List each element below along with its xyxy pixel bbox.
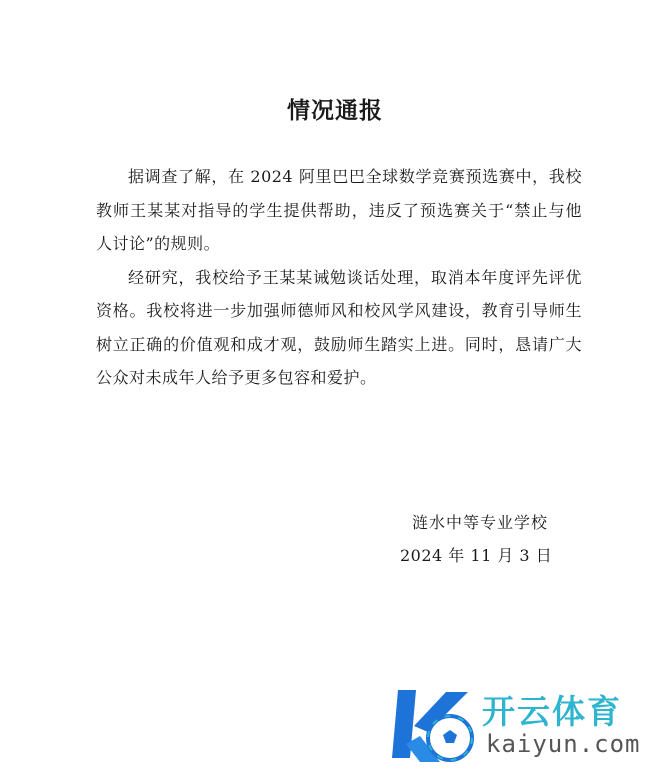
notice-body	[96, 160, 582, 395]
watermark-domain: kaiyun.com	[486, 730, 641, 758]
paragraph-investigation: 据调查了解，在 2024 阿里巴巴全球数学竞赛预选赛中，我校教师王某某对指导的学生提供帮助，违反了预选赛关于“禁止与他人讨论”的规则。	[96, 167, 582, 253]
school-name: 涟水中等专业学校	[412, 513, 549, 532]
issue-date: 2024 年 11 月 3 日	[400, 546, 553, 565]
soccer-ball-logo-icon	[390, 680, 480, 770]
paragraph-decision: 经研究，我校给予王某某诫勉谈话处理，取消本年度评先评优资格。我校将进一步加强师德师风和校风学风建设，教育引导师生树立正确的价值观和成才观，鼓励师生踏实上进。同时，恳请广大公众对未成年人给予更多包容和爱护。	[96, 267, 582, 387]
page-title: 情况通报	[287, 98, 383, 124]
watermark	[390, 680, 660, 770]
signature-block	[400, 506, 580, 572]
watermark-brand: 开云体育	[482, 692, 622, 731]
